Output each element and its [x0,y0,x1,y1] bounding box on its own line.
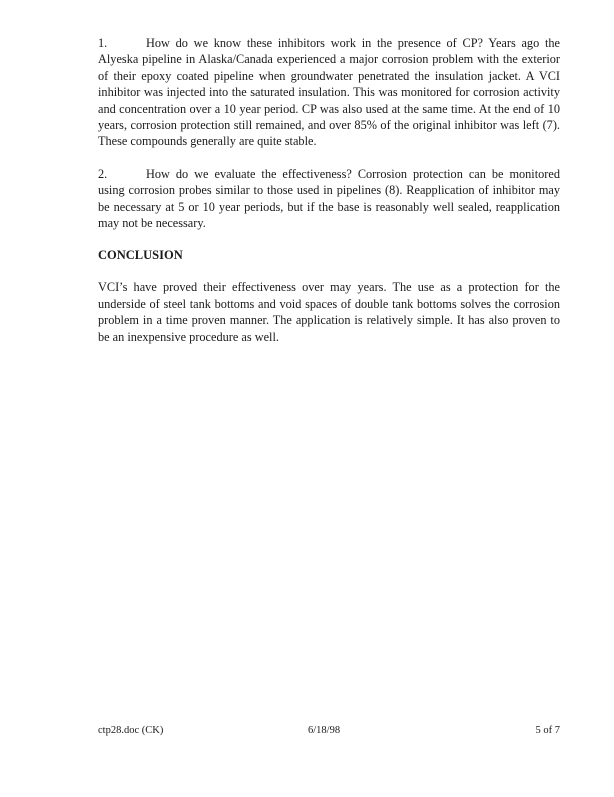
document-body [98,35,560,345]
numbered-paragraph-2 [98,166,560,232]
numbered-paragraph-1 [98,35,560,150]
footer-date: 6/18/98 [308,725,341,736]
item-number: 2. [98,166,108,181]
item-text: How do we evaluate the effectiveness? Corrosion protection can be monitored using corrosion probes similar to those used in pipelines (8). Reapplication of inhibitor may be necessary at 5 or 10 year periods, but if the base is reasonably well sealed, reapplication may not be necessary. [98,166,560,231]
footer-filename: ctp28.doc (CK) [98,725,164,736]
item-text: How do we know these inhibitors work in the presence of CP? Years ago the Alyeska pipeline in Alaska/Canada experienced a major corrosion problem with the exterior of their epoxy coated pipeline when groundwater penetrated the insulation jacket. A VCI inhibitor was injected into the saturated insulation. This was monitored for corrosion activity and concentration over a 10 year period. CP was also used at the same time. At the end of 10 years, corrosion protection still remained, and over 85% of the original inhibitor was left (7). These compounds generally are quite stable. [98,36,560,149]
conclusion-heading: CONCLUSION [98,248,183,263]
footer-page-number: 5 of 7 [535,725,560,736]
item-number: 1. [98,36,108,50]
conclusion-paragraph: VCI’s have proved their effectiveness over may years. The use as a protection for the underside of steel tank bottoms and void spaces of double tank bottoms solves the corrosion problem in a time proven manner. The application is relatively simple. It has also proven to be an inexpensive procedure as well. [98,280,560,344]
